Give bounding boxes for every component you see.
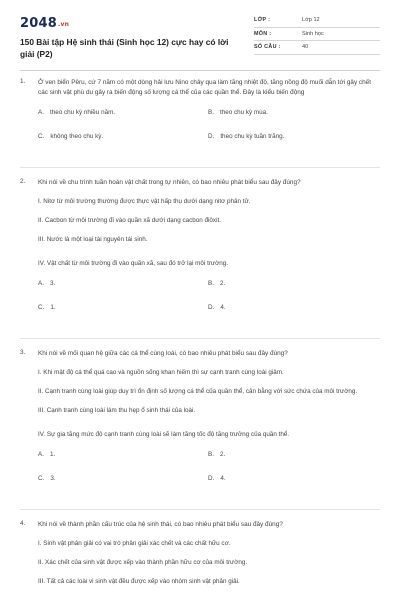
answer-options (38, 109, 380, 155)
question-4 (20, 520, 380, 587)
option-c[interactable] (38, 133, 103, 140)
option-text: 4. (220, 304, 226, 311)
option-label: B. (208, 451, 214, 458)
option-label: D. (208, 475, 215, 482)
logo-text: 2048 (20, 16, 57, 31)
meta-value: Lớp 12 (302, 17, 320, 23)
statement: I. Khi mật độ cá thể quá cao và nguồn sống khan hiếm thì sự cạnh tranh cùng loài giảm. (38, 369, 284, 376)
question-number: 2. (20, 178, 26, 185)
meta-value: Sinh học (302, 30, 324, 37)
question-text: Ở ven biển Pêru, cứ 7 năm có một dòng hải lưu Nino chảy qua làm tăng nhiệt độ, tăng nồng độ muối dẫn tới gây chết các sinh vật phù du gây ra biến động số lượng cá thể của các quần thể. Đây là kiểu biến động (38, 79, 371, 96)
option-text: 1. (49, 451, 56, 458)
statement: II. Xác chết của sinh vật được xếp vào thành phần hữu cơ của môi trường. (38, 559, 248, 566)
option-text: 2. (219, 451, 226, 458)
document-header (20, 14, 380, 66)
statement: II. Cacbon từ môi trường đi vào quần xã dưới dạng cacbon điôxit. (38, 217, 221, 224)
document-meta (254, 14, 380, 55)
question-3 (20, 349, 380, 497)
meta-row-subject (254, 28, 380, 42)
option-text: 3. (50, 475, 56, 482)
logo-suffix: .vn (57, 21, 70, 28)
option-label: A. (38, 109, 44, 116)
option-label: C. (38, 475, 45, 482)
question-1 (20, 78, 380, 155)
option-a[interactable] (38, 451, 55, 458)
question-number: 1. (20, 78, 26, 85)
question-list (20, 78, 380, 599)
option-d[interactable] (208, 133, 284, 140)
meta-key: MÔN : (254, 30, 272, 37)
option-label: A. (38, 280, 44, 287)
option-b[interactable] (208, 280, 225, 287)
option-d[interactable] (208, 475, 226, 482)
statement: II. Cạnh tranh cùng loài giúp duy trì ổn định số lượng cá thể của quần thể, cân bằng với sức chứa của môi trường. (38, 388, 358, 395)
meta-key: SỐ CÂU : (254, 44, 281, 50)
option-c[interactable] (38, 304, 56, 311)
option-text: theo chu kỳ tuần trăng. (220, 133, 285, 140)
option-b[interactable] (208, 451, 225, 458)
meta-row-count (254, 41, 380, 55)
question-separator (20, 509, 380, 510)
site-logo[interactable] (20, 16, 69, 31)
question-number: 3. (20, 349, 26, 356)
question-2 (20, 178, 380, 326)
question-text: Khi nói về thành phần cấu trúc của hệ sinh thái, có bao nhiêu phát biểu sau đây đúng? (38, 521, 283, 528)
statement: III. Nước là một loại tài nguyên tái sinh. (38, 236, 148, 243)
option-text: 1. (50, 304, 56, 311)
statement: IV. Sự gia tăng mức độ cạnh tranh cùng loài sẽ làm tăng tốc độ tăng trưởng của quần thể. (38, 431, 290, 438)
option-label: A. (38, 451, 44, 458)
meta-key: LỚP : (254, 17, 271, 23)
meta-row-grade (254, 14, 380, 28)
option-a[interactable] (38, 109, 115, 116)
option-c[interactable] (38, 475, 56, 482)
option-b[interactable] (208, 109, 268, 116)
statement: I. Nitơ từ môi trường thường được thực vật hấp thụ dưới dạng nitơ phân tử. (38, 198, 251, 205)
option-label: D. (208, 304, 215, 311)
document-title: 150 Bài tập Hệ sinh thái (Sinh học 12) cực hay có lời giải (P2) (20, 37, 229, 59)
statement: III. Tất cả các loài vi sinh vật đều được xếp vào nhóm sinh vật phân giải. (38, 578, 240, 585)
option-label: D. (208, 133, 215, 140)
answer-options (38, 451, 380, 497)
option-d[interactable] (208, 304, 226, 311)
option-label: B. (208, 280, 214, 287)
header-divider (20, 70, 380, 71)
question-text: Khi nói về chu trình tuần hoàn vật chất trong tự nhiên, có bao nhiêu phát biểu sau đây đúng? (38, 179, 301, 186)
question-number: 4. (20, 520, 26, 527)
question-separator (20, 338, 380, 339)
statement: I. Sinh vật phân giải có vai trò phân giải xác chết và các chất hữu cơ. (38, 540, 231, 547)
statement: III. Cạnh tranh cùng loài làm thu hẹp ổ sinh thái của loài. (38, 407, 196, 414)
answer-options (38, 280, 380, 326)
option-text: theo chu kỳ mùa. (219, 109, 268, 116)
option-text: theo chu kỳ nhiều năm. (49, 109, 116, 116)
option-text: 3. (49, 280, 56, 287)
option-label: B. (208, 109, 214, 116)
option-text: không theo chu kỳ. (50, 133, 104, 140)
option-label: C. (38, 133, 45, 140)
option-text: 2. (219, 280, 226, 287)
option-a[interactable] (38, 280, 55, 287)
question-text: Khi nói về mối quan hệ giữa các cá thể cùng loài, có bao nhiêu phát biểu sau đây đúng? (38, 350, 288, 357)
option-text: 4. (220, 475, 226, 482)
question-separator (20, 167, 380, 168)
option-label: C. (38, 304, 45, 311)
meta-value: 40 (302, 44, 309, 50)
statement: IV. Vật chất từ môi trường đi vào quần xã, sau đó trở lại môi trường. (38, 260, 229, 267)
